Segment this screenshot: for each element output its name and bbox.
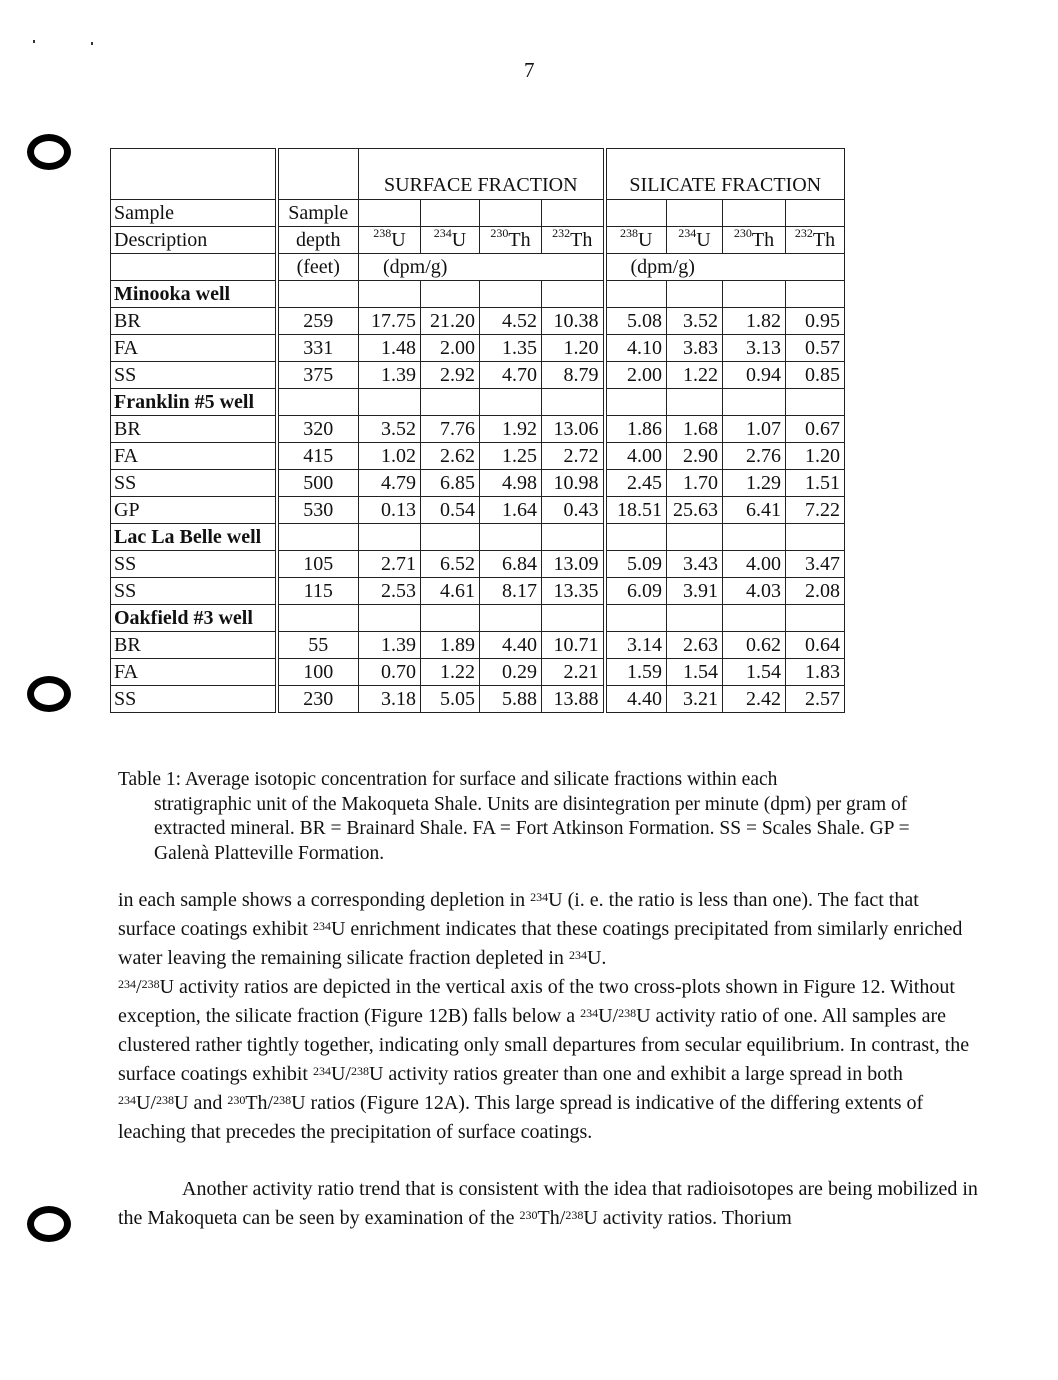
text-fragment: Th/	[537, 1207, 566, 1229]
isotope-value: 3.47	[786, 551, 845, 578]
units-row	[111, 254, 845, 281]
text-fragment: Another activity ratio trend that is consistent with the idea that radioisotopes are being mobilized in the Makoqueta can be seen by examination of the	[118, 1178, 978, 1229]
isotope-value: 1.22	[667, 362, 723, 389]
table-row	[111, 632, 845, 659]
text-fragment: 234	[568, 948, 587, 962]
isotope-value: 1.07	[723, 416, 786, 443]
isotope-value: 3.52	[667, 308, 723, 335]
isotope-value: 3.21	[667, 686, 723, 713]
isotope-header: $^{234}$U	[667, 227, 723, 254]
isotope-value: 6.41	[723, 497, 786, 524]
isotope-value: 13.09	[542, 551, 605, 578]
isotope-header: $^{234}$U	[421, 227, 480, 254]
isotope-value: 3.52	[359, 416, 421, 443]
isotope-value: 2.00	[421, 335, 480, 362]
table-header-row	[111, 200, 845, 227]
isotope-value: 0.64	[786, 632, 845, 659]
isotope-value: 8.17	[480, 578, 542, 605]
text-fragment: U enrichment indicates that these coatings precipitated from similarly enriched water leaving the remaining silicate fraction depleted in	[118, 918, 963, 969]
isotope-value: 5.08	[605, 308, 667, 335]
sample-code: FA	[111, 335, 277, 362]
sample-code: BR	[111, 308, 277, 335]
isotope-value: 3.13	[723, 335, 786, 362]
isotope-value: 1.02	[359, 443, 421, 470]
isotope-value: 0.70	[359, 659, 421, 686]
isotope-value: 6.09	[605, 578, 667, 605]
isotope-value: 0.95	[786, 308, 845, 335]
isotope-value: 3.91	[667, 578, 723, 605]
well-row	[111, 524, 845, 551]
text-fragment: U activity ratios greater than one and exhibit a large spread in both	[368, 1063, 903, 1085]
description-label: Description	[111, 227, 277, 254]
text-fragment: U (i. e. the ratio is less than one). The fact that surface coatings exhibit	[118, 889, 919, 940]
isotope-value: 1.68	[667, 416, 723, 443]
text-fragment: U.	[586, 947, 607, 969]
isotope-value: 1.20	[542, 335, 605, 362]
table-header-row	[111, 149, 845, 200]
table-row	[111, 497, 845, 524]
isotope-value: 2.08	[786, 578, 845, 605]
sample-depth: 105	[277, 551, 359, 578]
isotope-value: 18.51	[605, 497, 667, 524]
isotope-value: 0.54	[421, 497, 480, 524]
text-fragment: 234	[312, 1064, 331, 1078]
surface-unit: (dpm/g)	[359, 254, 605, 281]
isotope-value: 2.63	[667, 632, 723, 659]
isotope-value: 2.62	[421, 443, 480, 470]
table-row	[111, 470, 845, 497]
text-fragment: in each sample shows a corresponding depletion in	[118, 889, 531, 911]
isotope-value: 4.00	[723, 551, 786, 578]
silicate-fraction-header: SILICATE FRACTION	[605, 149, 845, 200]
depth-unit: (feet)	[277, 254, 359, 281]
isotope-value: 4.98	[480, 470, 542, 497]
punch-hole-middle	[27, 676, 71, 712]
body-paragraph-1	[118, 886, 978, 1147]
surface-fraction-header: SURFACE FRACTION	[359, 149, 605, 200]
silicate-unit: (dpm/g)	[605, 254, 845, 281]
sample-depth: 415	[277, 443, 359, 470]
isotope-header: $^{232}$Th	[786, 227, 845, 254]
punch-hole-bottom	[27, 1206, 71, 1242]
table-row	[111, 416, 845, 443]
sample-code: SS	[111, 362, 277, 389]
isotope-value: 1.20	[786, 443, 845, 470]
isotope-value: 2.53	[359, 578, 421, 605]
sample-depth: 115	[277, 578, 359, 605]
sample-code: GP	[111, 497, 277, 524]
text-fragment: U and	[174, 1092, 228, 1114]
isotope-value: 4.79	[359, 470, 421, 497]
text-fragment: U activity ratios. Thorium	[583, 1207, 792, 1229]
isotope-value: 5.05	[421, 686, 480, 713]
isotope-header-row	[111, 227, 845, 254]
isotope-value: 1.48	[359, 335, 421, 362]
isotope-value: 1.83	[786, 659, 845, 686]
isotope-value: 6.52	[421, 551, 480, 578]
sample-depth: 55	[277, 632, 359, 659]
isotope-value: 4.40	[605, 686, 667, 713]
isotope-value: 0.43	[542, 497, 605, 524]
sample-depth: 100	[277, 659, 359, 686]
text-fragment: 234	[312, 919, 331, 933]
isotope-header: $^{230}$Th	[480, 227, 542, 254]
isotope-value: 1.70	[667, 470, 723, 497]
text-fragment: 234	[530, 890, 549, 904]
isotope-value: 2.00	[605, 362, 667, 389]
text-fragment: 230	[227, 1093, 246, 1107]
text-fragment: 238	[565, 1208, 584, 1222]
sample-code: FA	[111, 443, 277, 470]
well-name: Lac La Belle well	[111, 524, 277, 551]
text-fragment: 238	[273, 1093, 292, 1107]
isotope-value: 2.42	[723, 686, 786, 713]
text-fragment: 238	[618, 1006, 637, 1020]
isotope-value: 7.22	[786, 497, 845, 524]
isotope-value: 4.52	[480, 308, 542, 335]
text-fragment: U/	[598, 1005, 619, 1027]
isotope-value: 4.40	[480, 632, 542, 659]
isotope-value: 4.61	[421, 578, 480, 605]
sample-depth: 320	[277, 416, 359, 443]
isotope-value: 0.57	[786, 335, 845, 362]
table-row	[111, 551, 845, 578]
isotope-value: 10.71	[542, 632, 605, 659]
isotope-value: 2.72	[542, 443, 605, 470]
isotope-header: $^{232}$Th	[542, 227, 605, 254]
text-fragment: 230	[519, 1208, 538, 1222]
header-empty-cell	[111, 149, 277, 200]
text-fragment: /	[136, 976, 142, 998]
header-empty-cell	[277, 149, 359, 200]
page-number: 7	[524, 58, 535, 82]
sample-code: FA	[111, 659, 277, 686]
sample-depth: 375	[277, 362, 359, 389]
isotope-value: 1.29	[723, 470, 786, 497]
isotope-value: 5.88	[480, 686, 542, 713]
isotope-value: 6.84	[480, 551, 542, 578]
sample-code: BR	[111, 632, 277, 659]
isotope-header: $^{238}$U	[605, 227, 667, 254]
isotope-value: 17.75	[359, 308, 421, 335]
text-fragment: U ratios (Figure 12A). This large spread is indicative of the differing extents of leaching that precedes the precipitation of surface coatings.	[118, 1092, 924, 1143]
isotope-value: 1.54	[723, 659, 786, 686]
isotope-value: 3.14	[605, 632, 667, 659]
isotope-value: 1.39	[359, 632, 421, 659]
isotope-value: 4.70	[480, 362, 542, 389]
isotope-value: 0.67	[786, 416, 845, 443]
isotope-value: 0.85	[786, 362, 845, 389]
isotope-value: 2.57	[786, 686, 845, 713]
isotope-value: 0.29	[480, 659, 542, 686]
isotope-value: 21.20	[421, 308, 480, 335]
isotope-value: 4.03	[723, 578, 786, 605]
text-fragment: 238	[141, 977, 160, 991]
isotope-value: 4.10	[605, 335, 667, 362]
isotope-value: 3.18	[359, 686, 421, 713]
isotope-value: 0.62	[723, 632, 786, 659]
isotope-value: 1.59	[605, 659, 667, 686]
well-row	[111, 389, 845, 416]
isotope-value: 13.35	[542, 578, 605, 605]
text-fragment: 234	[118, 1093, 136, 1107]
isotope-value: 0.94	[723, 362, 786, 389]
scan-speck	[33, 40, 35, 43]
isotope-value: 1.22	[421, 659, 480, 686]
well-name: Franklin #5 well	[111, 389, 277, 416]
isotope-value: 3.83	[667, 335, 723, 362]
table-row	[111, 659, 845, 686]
body-text	[118, 886, 978, 1233]
text-fragment: 238	[156, 1093, 174, 1107]
sample-depth: 259	[277, 308, 359, 335]
isotope-value: 2.21	[542, 659, 605, 686]
isotope-value: 1.89	[421, 632, 480, 659]
isotope-header: $^{230}$Th	[723, 227, 786, 254]
text-fragment: Th/	[245, 1092, 274, 1114]
isotope-value: 5.09	[605, 551, 667, 578]
isotope-header: $^{238}$U	[359, 227, 421, 254]
sample-depth: 530	[277, 497, 359, 524]
isotope-value: 1.86	[605, 416, 667, 443]
caption-continuation: stratigraphic unit of the Makoqueta Shale. Units are disintegration per minute (dpm) per gram of extracted mineral. BR = Brainard Shale. FA = Fort Atkinson Formation. SS = Scales Shale. GP = Galenà Platteville Formation.	[154, 793, 910, 864]
isotope-value: 1.35	[480, 335, 542, 362]
isotope-value: 2.92	[421, 362, 480, 389]
punch-hole-top	[27, 134, 71, 170]
isotope-value: 1.64	[480, 497, 542, 524]
table-caption	[118, 768, 958, 866]
text-fragment: 234	[118, 977, 136, 991]
sample-depth: 331	[277, 335, 359, 362]
isotope-value: 13.06	[542, 416, 605, 443]
caption-first-line: Table 1: Average isotopic concentration for surface and silicate fractions within each	[118, 769, 778, 790]
text-fragment: U activity ratio of one. All samples are clustered rather tightly together, indicating only small departures from secular equilibrium. In contrast, the surface coatings exhibit	[118, 1005, 970, 1085]
isotope-value: 10.38	[542, 308, 605, 335]
text-fragment: 234	[580, 1006, 599, 1020]
well-row	[111, 281, 845, 308]
body-paragraph-2	[118, 1175, 978, 1233]
sample-code: SS	[111, 578, 277, 605]
isotope-value: 0.13	[359, 497, 421, 524]
isotope-value: 1.25	[480, 443, 542, 470]
well-name: Minooka well	[111, 281, 277, 308]
isotope-value: 2.76	[723, 443, 786, 470]
isotope-value: 2.71	[359, 551, 421, 578]
isotope-table	[110, 148, 845, 713]
isotope-value: 1.92	[480, 416, 542, 443]
isotope-value: 1.39	[359, 362, 421, 389]
table-row	[111, 578, 845, 605]
sample-depth: 230	[277, 686, 359, 713]
isotope-value: 3.43	[667, 551, 723, 578]
sample-label: Sample	[111, 200, 277, 227]
table-row	[111, 308, 845, 335]
text-fragment: U/	[136, 1092, 156, 1114]
scan-speck	[91, 42, 93, 45]
depth-label: depth	[277, 227, 359, 254]
well-name: Oakfield #3 well	[111, 605, 277, 632]
table-row	[111, 686, 845, 713]
well-row	[111, 605, 845, 632]
table-row	[111, 362, 845, 389]
isotope-value: 1.54	[667, 659, 723, 686]
sample-depth-label: Sample	[277, 200, 359, 227]
isotope-value: 7.76	[421, 416, 480, 443]
sample-code: SS	[111, 470, 277, 497]
isotope-value: 4.00	[605, 443, 667, 470]
isotope-value: 10.98	[542, 470, 605, 497]
text-fragment: 238	[350, 1064, 369, 1078]
isotope-value: 1.51	[786, 470, 845, 497]
isotope-value: 6.85	[421, 470, 480, 497]
sample-code: SS	[111, 686, 277, 713]
text-fragment: U activity ratios are depicted in the vertical axis of the two cross-plots shown in Figure 12. Without exception, the silicate fraction (Figure 12B) falls below a	[118, 976, 955, 1027]
table-row	[111, 443, 845, 470]
isotope-value: 25.63	[667, 497, 723, 524]
sample-depth: 500	[277, 470, 359, 497]
isotope-value: 1.82	[723, 308, 786, 335]
isotope-value: 2.90	[667, 443, 723, 470]
isotope-value: 2.45	[605, 470, 667, 497]
isotope-value: 8.79	[542, 362, 605, 389]
isotope-value: 13.88	[542, 686, 605, 713]
text-fragment: U/	[330, 1063, 351, 1085]
sample-code: BR	[111, 416, 277, 443]
sample-code: SS	[111, 551, 277, 578]
table-row	[111, 335, 845, 362]
